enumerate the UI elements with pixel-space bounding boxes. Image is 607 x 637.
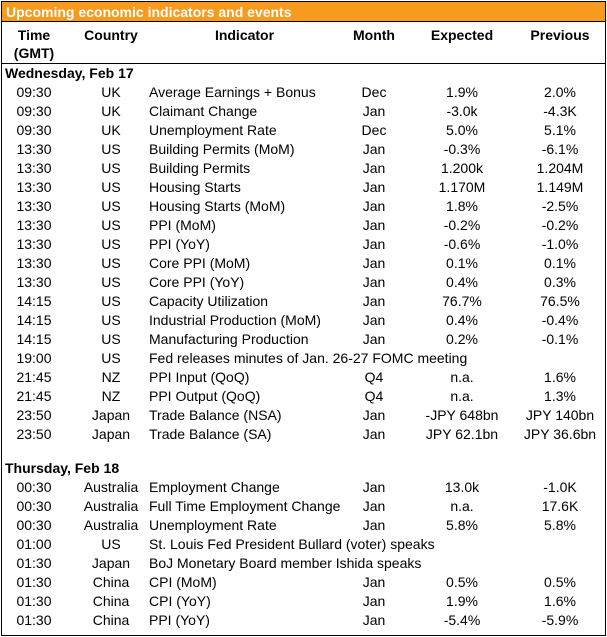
table-row [2, 83, 605, 102]
event-cell: Fed releases minutes of Jan. 26-27 FOMC meeting [149, 350, 468, 366]
indicator-cell: CPI (YoY) [149, 593, 211, 609]
table-body [2, 64, 605, 630]
header-country: Country [84, 27, 138, 43]
month-cell: Dec [361, 122, 387, 138]
table-row [2, 178, 605, 197]
indicator-cell: Unemployment Rate [149, 122, 277, 138]
time-cell: 14:15 [16, 312, 52, 328]
event-cell: BoJ Monetary Board member Ishida speaks [149, 555, 422, 571]
expected-cell: 1.8% [446, 198, 478, 214]
expected-cell: n.a. [450, 498, 474, 514]
country-cell: US [101, 312, 121, 328]
time-cell: 13:30 [16, 141, 52, 157]
table-row [2, 330, 605, 349]
indicator-cell: Housing Starts [149, 179, 241, 195]
table-row [2, 554, 605, 573]
indicator-cell: Manufacturing Production [149, 331, 309, 347]
previous-cell: 17.6K [541, 498, 579, 514]
previous-cell: 5.8% [544, 517, 576, 533]
time-cell: 09:30 [16, 122, 52, 138]
section-spacer [2, 444, 605, 459]
indicator-cell: Trade Balance (SA) [149, 426, 272, 442]
previous-cell: 0.3% [544, 274, 576, 290]
expected-cell: 0.2% [446, 331, 478, 347]
previous-cell: -6.1% [541, 141, 579, 157]
header-expected: Expected [430, 27, 494, 43]
table-row [2, 368, 605, 387]
table-row [2, 121, 605, 140]
indicator-cell: Full Time Employment Change [149, 498, 340, 514]
expected-cell: 13.0k [444, 479, 480, 495]
header-time-line1: Time [17, 27, 51, 43]
time-cell: 21:45 [16, 388, 52, 404]
month-cell: Jan [362, 179, 386, 195]
indicator-cell: Building Permits [149, 160, 251, 176]
table-row [2, 425, 605, 444]
month-cell: Jan [362, 255, 386, 271]
time-cell: 13:30 [16, 274, 52, 290]
month-cell: Jan [362, 274, 386, 290]
expected-cell: -3.0k [446, 103, 478, 119]
previous-cell: 0.1% [544, 255, 576, 271]
previous-cell: 0.5% [544, 574, 576, 590]
country-cell: UK [101, 103, 121, 119]
country-cell: China [92, 612, 130, 628]
previous-cell: JPY 140bn [525, 407, 595, 423]
country-cell: UK [101, 84, 121, 100]
expected-cell: 0.4% [446, 312, 478, 328]
previous-cell: 1.6% [544, 369, 576, 385]
expected-cell: -0.3% [443, 141, 481, 157]
previous-cell: -0.4% [541, 312, 579, 328]
month-cell: Jan [362, 407, 386, 423]
time-cell: 01:30 [16, 593, 52, 609]
country-cell: China [92, 593, 130, 609]
country-cell: US [101, 198, 121, 214]
indicator-cell: Core PPI (MoM) [149, 255, 251, 271]
time-cell: 14:15 [16, 331, 52, 347]
time-cell: 23:50 [16, 407, 52, 423]
month-cell: Dec [361, 84, 387, 100]
indicator-cell: Industrial Production (MoM) [149, 312, 321, 328]
indicator-cell: Employment Change [149, 479, 280, 495]
table-row [2, 216, 605, 235]
month-cell: Jan [362, 103, 386, 119]
table-row [2, 292, 605, 311]
country-cell: Japan [91, 407, 131, 423]
time-cell: 00:30 [16, 479, 52, 495]
table-title: Upcoming economic indicators and events [2, 2, 605, 22]
country-cell: UK [101, 122, 121, 138]
indicator-cell: PPI (MoM) [149, 217, 216, 233]
indicator-cell: PPI Input (QoQ) [149, 369, 250, 385]
table-row [2, 406, 605, 425]
indicator-cell: PPI Output (QoQ) [149, 388, 261, 404]
previous-cell: 5.1% [544, 122, 576, 138]
country-cell: US [101, 217, 121, 233]
indicator-cell: PPI (YoY) [149, 612, 210, 628]
previous-cell: 1.149M [536, 179, 584, 195]
previous-cell: 76.5% [540, 293, 580, 309]
country-cell: Japan [91, 555, 131, 571]
time-cell: 14:15 [16, 293, 52, 309]
header-indicator: Indicator [214, 27, 275, 43]
day-section-header [2, 64, 605, 83]
previous-cell: JPY 36.6bn [523, 426, 597, 442]
country-cell: US [101, 536, 121, 552]
table-row [2, 573, 605, 592]
day-section-header [2, 459, 605, 478]
month-cell: Jan [362, 479, 386, 495]
expected-cell: 5.8% [446, 517, 478, 533]
table-row [2, 535, 605, 554]
indicator-cell: Average Earnings + Bonus [149, 84, 316, 100]
previous-cell: -1.0% [541, 236, 579, 252]
expected-cell: 0.1% [446, 255, 478, 271]
country-cell: US [101, 255, 121, 271]
expected-cell: -0.2% [443, 217, 481, 233]
previous-cell: -0.2% [541, 217, 579, 233]
indicator-cell: Unemployment Rate [149, 517, 277, 533]
time-cell: 21:45 [16, 369, 52, 385]
previous-cell: -5.9% [541, 612, 579, 628]
country-cell: US [101, 331, 121, 347]
time-cell: 01:00 [16, 536, 52, 552]
expected-cell: n.a. [450, 369, 474, 385]
expected-cell: 1.200k [440, 160, 484, 176]
month-cell: Jan [362, 612, 386, 628]
indicator-cell: CPI (MoM) [149, 574, 217, 590]
table-row [2, 235, 605, 254]
country-cell: US [101, 274, 121, 290]
table-row [2, 592, 605, 611]
table-row [2, 349, 605, 368]
table-row [2, 478, 605, 497]
country-cell: Australia [83, 498, 139, 514]
expected-cell: 1.170M [438, 179, 486, 195]
time-cell: 09:30 [16, 103, 52, 119]
previous-cell: 1.6% [544, 593, 576, 609]
expected-cell: -5.4% [443, 612, 481, 628]
previous-cell: -1.0K [543, 479, 577, 495]
country-cell: Japan [91, 426, 131, 442]
previous-cell: 1.204M [536, 160, 584, 176]
table-row [2, 197, 605, 216]
day-label: Wednesday, Feb 17 [5, 65, 134, 81]
month-cell: Jan [362, 574, 386, 590]
country-cell: NZ [101, 388, 121, 404]
expected-cell: 1.9% [446, 84, 478, 100]
table-row [2, 140, 605, 159]
header-time [2, 26, 66, 62]
month-cell: Q4 [364, 369, 384, 385]
time-cell: 13:30 [16, 198, 52, 214]
month-cell: Jan [362, 312, 386, 328]
expected-cell: 5.0% [446, 122, 478, 138]
month-cell: Jan [362, 236, 386, 252]
country-cell: China [92, 574, 130, 590]
time-cell: 13:30 [16, 217, 52, 233]
time-cell: 01:30 [16, 574, 52, 590]
table-row [2, 254, 605, 273]
time-cell: 01:30 [16, 555, 52, 571]
table-row [2, 273, 605, 292]
month-cell: Q4 [364, 388, 384, 404]
time-cell: 13:30 [16, 255, 52, 271]
event-cell: St. Louis Fed President Bullard (voter) speaks [149, 536, 435, 552]
table-row [2, 497, 605, 516]
time-cell: 00:30 [16, 517, 52, 533]
header-previous: Previous [530, 27, 590, 43]
country-cell: US [101, 350, 121, 366]
indicator-cell: PPI (YoY) [149, 236, 210, 252]
day-label: Thursday, Feb 18 [5, 460, 120, 476]
table-row [2, 102, 605, 121]
expected-cell: 0.4% [446, 274, 478, 290]
indicator-cell: Trade Balance (NSA) [149, 407, 282, 423]
table-row [2, 387, 605, 406]
expected-cell: JPY 62.1bn [425, 426, 499, 442]
column-header-row [2, 23, 605, 64]
previous-cell: 1.3% [544, 388, 576, 404]
country-cell: NZ [101, 369, 121, 385]
expected-cell: n.a. [450, 388, 474, 404]
expected-cell: -JPY 648bn [425, 407, 499, 423]
time-cell: 19:00 [16, 350, 52, 366]
previous-cell: -2.5% [541, 198, 579, 214]
month-cell: Jan [362, 198, 386, 214]
expected-cell: 0.5% [446, 574, 478, 590]
previous-cell: 2.0% [544, 84, 576, 100]
time-cell: 00:30 [16, 498, 52, 514]
table-row [2, 159, 605, 178]
time-cell: 09:30 [16, 84, 52, 100]
month-cell: Jan [362, 498, 386, 514]
country-cell: US [101, 293, 121, 309]
indicator-cell: Core PPI (YoY) [149, 274, 245, 290]
table-row [2, 311, 605, 330]
previous-cell: -0.1% [541, 331, 579, 347]
indicator-cell: Housing Starts (MoM) [149, 198, 286, 214]
time-cell: 23:50 [16, 426, 52, 442]
month-cell: Jan [362, 593, 386, 609]
table-row [2, 516, 605, 535]
country-cell: US [101, 236, 121, 252]
expected-cell: 1.9% [446, 593, 478, 609]
table-row [2, 611, 605, 630]
month-cell: Jan [362, 293, 386, 309]
country-cell: Australia [83, 517, 139, 533]
indicator-cell: Capacity Utilization [149, 293, 269, 309]
expected-cell: 76.7% [442, 293, 482, 309]
country-cell: US [101, 160, 121, 176]
previous-cell: -4.3K [543, 103, 577, 119]
country-cell: US [101, 179, 121, 195]
time-cell: 13:30 [16, 160, 52, 176]
time-cell: 01:30 [16, 612, 52, 628]
month-cell: Jan [362, 426, 386, 442]
indicators-table [1, 1, 606, 636]
time-cell: 13:30 [16, 179, 52, 195]
month-cell: Jan [362, 217, 386, 233]
header-time-line2: (GMT) [13, 45, 55, 61]
indicator-cell: Claimant Change [149, 103, 258, 119]
header-month: Month [353, 27, 395, 43]
country-cell: US [101, 141, 121, 157]
month-cell: Jan [362, 331, 386, 347]
month-cell: Jan [362, 160, 386, 176]
indicator-cell: Building Permits (MoM) [149, 141, 295, 157]
month-cell: Jan [362, 141, 386, 157]
time-cell: 13:30 [16, 236, 52, 252]
month-cell: Jan [362, 517, 386, 533]
expected-cell: -0.6% [443, 236, 481, 252]
country-cell: Australia [83, 479, 139, 495]
